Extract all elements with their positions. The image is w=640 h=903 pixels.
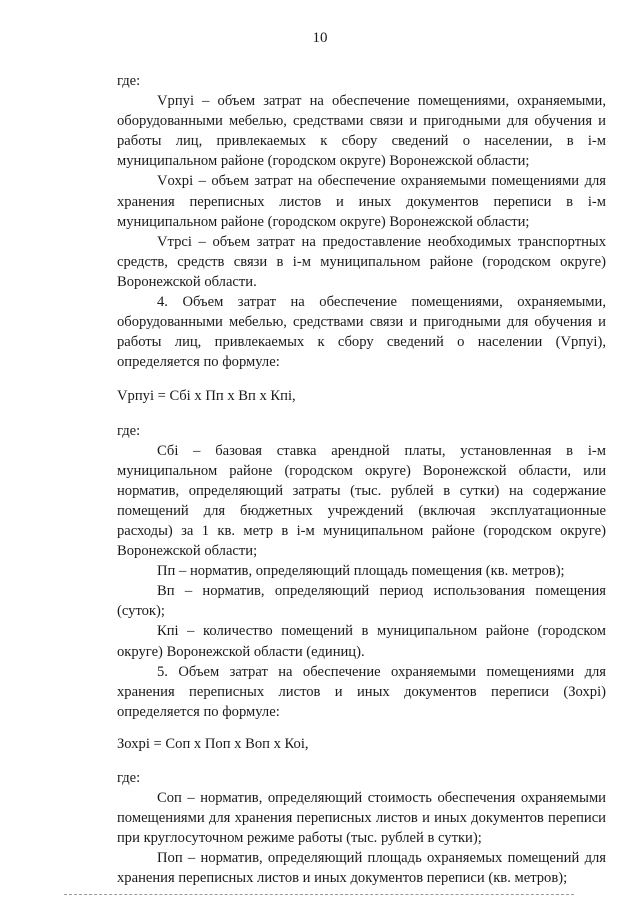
definition-kpi: Кпi – количество помещений в муниципальном районе (городском округе) Воронежской области (единиц). [117, 623, 606, 660]
definition-pp: Пп – норматив, определяющий площадь помещения (кв. метров); [157, 563, 565, 580]
definition-sop: Соп – норматив, определяющий стоимость обеспечения охраняемыми помещениями для хранения переписных листов и иных документов переписи при круглосуточном режиме работы (тыс. рублей в сутки); [117, 790, 606, 847]
page-number: 10 [312, 30, 328, 46]
clause-5: 5. Объем затрат на обеспечение охраняемыми помещениями для хранения переписных листов и иных документов переписи (Зохрi) определяется по формуле: [117, 663, 606, 720]
definition-vp: Вп – норматив, определяющий период использования помещения (суток); [117, 583, 606, 620]
clause-4: 4. Объем затрат на обеспечение помещениями, охраняемыми, оборудованными мебелью, средствами связи и пригодными для обучения и работы лиц, привлекаемых к сбору сведений о населении (Vpпуi), определяется по формуле: [117, 294, 606, 371]
document-body [117, 71, 606, 889]
definition-sbi: Сбi – базовая ставка арендной платы, установленная в i-м муниципальном районе (городском округе) Воронежской области, или норматив, определяющий затраты (тыс. рублей в сутки) на содержание помещений для бюджетных учреждений (включая эксплуатационные расходы) за 1 кв. метр в i-м муниципальном районе (городском округе) Воронежской области; [117, 442, 606, 560]
definition-vohri: Vохрi – объем затрат на обеспечение охраняемыми помещениями для хранения переписных листов и иных документов переписи в i-м муниципальном районе (городском округе) Воронежской области; [117, 173, 606, 230]
definition-vppui: Vpпуi – объем затрат на обеспечение помещениями, охраняемыми, оборудованными мебелью, средствами связи и пригодными для обучения и работы лиц, привлекаемых к сбору сведений о населении, в i-м муниципальном районе (городском округе) Воронежской области; [117, 93, 606, 170]
formula-vppui: Vpпуi = Cбi x Пп x Вп x Кпi, [117, 388, 296, 405]
bottom-divider [64, 894, 574, 895]
formula-zohri: Зохрi = Соп x Поп x Воп x Коi, [117, 735, 309, 752]
definition-vtrsi: Vтрсi – объем затрат на предоставление необходимых транспортных средств, средств связи в i-м муниципальном районе (городском округе) Воронежской области. [117, 233, 606, 290]
where-label: где: [117, 73, 141, 89]
definition-pop: Поп – норматив, определяющий площадь охраняемых помещений для хранения переписных листов и иных документов переписи (кв. метров); [117, 850, 606, 887]
where-label: где: [117, 770, 141, 786]
where-label: где: [117, 422, 141, 439]
